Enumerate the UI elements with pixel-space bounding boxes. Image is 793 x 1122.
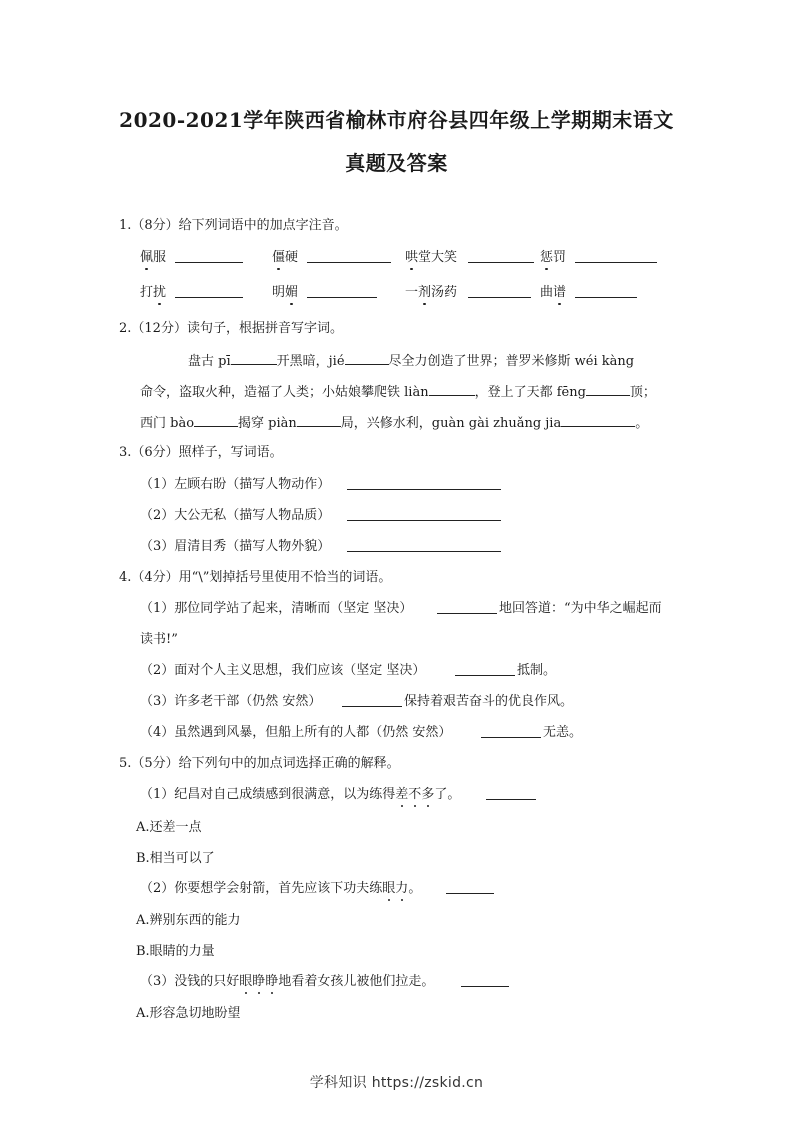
q2-line3: 西门 bào 揭穿 piàn 局，兴修水利，guàn gài zhuǎng jia 。 [140, 416, 649, 431]
q2-answer-blank[interactable] [297, 414, 341, 427]
q1-answer-blank[interactable] [468, 285, 531, 303]
q2-answer-blank[interactable] [429, 383, 475, 396]
q2-line2: 命令，盗取火种，造福了人类；小姑娘攀爬铁 liàn ，登上了天都 fēng 顶； [140, 385, 656, 400]
q2-answer-blank[interactable] [231, 352, 277, 365]
q4-item4-cont: 无恙。 [543, 725, 583, 740]
q4-item3: （3）许多老干部（仍然 安然） [140, 694, 322, 709]
q2-answer-blank[interactable] [561, 414, 635, 427]
q1-word: 哄堂大笑 [405, 250, 458, 265]
q3-item: （1）左顾右盼（描写人物动作） [140, 477, 331, 492]
q3-answer-blank[interactable] [347, 508, 501, 526]
q1-word: 僵硬 [272, 250, 299, 265]
q5-sentence3: （3）没钱的只好眼睁睁地看着女孩儿被他们拉走。 [140, 974, 435, 989]
q4-item1-wrap: 读书!” [140, 632, 178, 647]
q5-answer-blank[interactable] [461, 974, 509, 992]
q2-header: 2.（12分）读句子，根据拼音写字词。 [119, 321, 343, 336]
q5-option: B.眼睛的力量 [136, 944, 215, 959]
q1-answer-blank[interactable] [468, 250, 534, 268]
q4-item1: （1）那位同学站了起来，清晰而（坚定 坚决） [140, 601, 413, 616]
q5-option: A.还差一点 [136, 820, 202, 835]
q1-word: 一剂汤药 [405, 285, 458, 300]
q4-answer-blank[interactable] [455, 663, 515, 681]
q2-answer-blank[interactable] [586, 383, 630, 396]
q1-word: 佩服 [140, 250, 167, 265]
q4-item2: （2）面对个人主义思想，我们应该（坚定 坚决） [140, 663, 426, 678]
q5-answer-blank[interactable] [446, 881, 494, 899]
q2-answer-blank[interactable] [194, 414, 238, 427]
q4-item4: （4）虽然遇到风暴，但船上所有的人都（仍然 安然） [140, 725, 452, 740]
document-title-line1: 2020-2021学年陕西省榆林市府谷县四年级上学期期末语文 [119, 108, 674, 132]
q3-answer-blank[interactable] [347, 539, 501, 557]
q4-answer-blank[interactable] [342, 694, 402, 712]
q5-option: A.形容急切地盼望 [136, 1006, 241, 1021]
q4-header: 4.（4分）用“\”划掉括号里使用不恰当的词语。 [119, 570, 392, 585]
q1-word: 明媚 [272, 285, 299, 300]
q1-answer-blank[interactable] [575, 285, 637, 303]
footer-watermark: 学科知识 https://zskid.cn [309, 1075, 484, 1091]
q5-answer-blank[interactable] [486, 787, 536, 805]
q4-item1-cont: 地回答道：“为中华之崛起而 [499, 601, 662, 616]
q1-header: 1.（8分）给下列词语中的加点字注音。 [119, 218, 348, 233]
q1-word: 打扰 [140, 285, 167, 300]
q4-item2-cont: 抵制。 [517, 663, 557, 678]
q1-word: 惩罚 [540, 250, 567, 265]
q1-answer-blank[interactable] [175, 250, 243, 268]
q2-line1: 盘古 pī 开黑暗，jié 尽全力创造了世界；普罗米修斯 wéi kàng [188, 354, 635, 369]
q1-answer-blank[interactable] [307, 250, 391, 268]
q1-answer-blank[interactable] [175, 285, 243, 303]
document-title-line2: 真题及答案 [345, 151, 448, 175]
q2-answer-blank[interactable] [345, 352, 389, 365]
q5-option: B.相当可以了 [136, 851, 215, 866]
q3-item: （3）眉清目秀（描写人物外貌） [140, 539, 331, 554]
q3-item: （2）大公无私（描写人物品质） [140, 508, 331, 523]
q5-sentence1: （1）纪昌对自己成绩感到很满意，以为练得差不多了。 [140, 787, 461, 802]
q1-word: 曲谱 [540, 285, 567, 300]
q3-header: 3.（6分）照样子，写词语。 [119, 445, 283, 460]
q4-item3-cont: 保持着艰苦奋斗的优良作风。 [404, 694, 574, 709]
q4-answer-blank[interactable] [481, 725, 541, 743]
q5-sentence2: （2）你要想学会射箭，首先应该下功夫练眼力。 [140, 881, 422, 896]
q1-answer-blank[interactable] [575, 250, 657, 268]
q1-answer-blank[interactable] [307, 285, 377, 303]
q4-answer-blank[interactable] [437, 601, 497, 619]
q5-header: 5.（5分）给下列句中的加点词选择正确的解释。 [119, 756, 400, 771]
q5-option: A.辨别东西的能力 [136, 913, 241, 928]
q3-answer-blank[interactable] [347, 477, 501, 495]
